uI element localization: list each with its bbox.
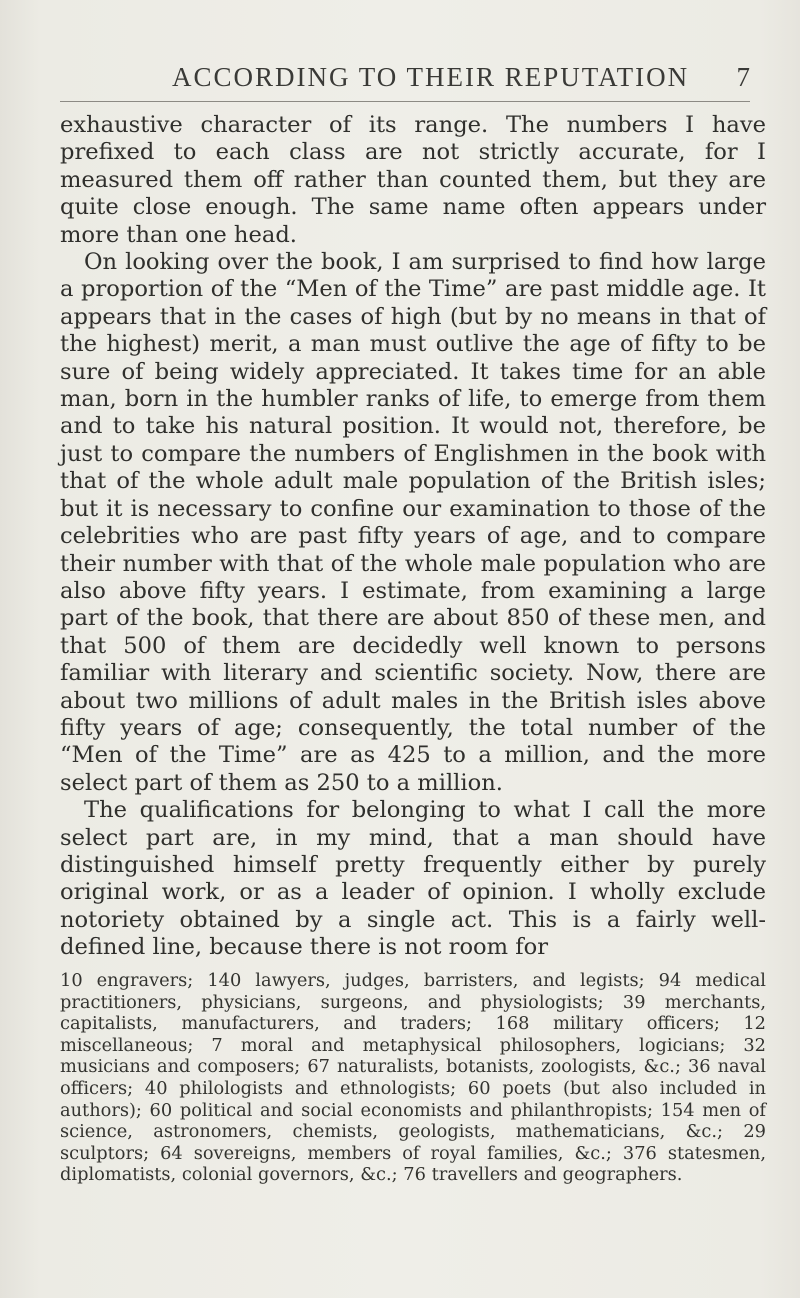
page-number: 7 [736,62,750,92]
footnote-text: 10 engravers; 140 lawyers, judges, barristers, and legists; 94 medical practitioners, physicians, surgeons, and physiologists; 39 merchants, capitalists, manufacturers, and traders; 168 military officers; 12 miscellaneous; 7 moral and metaphysical philosophers, logicians; 32 musicians and composers; 67 naturalists, botanists, zoologists, &c.; 36 naval officers; 40 philologists and ethnologists; 60 poets (but also included in authors); 60 political and social economists and philanthropists; 154 men of science, astronomers, chemists, geologists, mathematicians, &c.; 29 sculptors; 64 sovereigns, members of royal families, &c.; 376 statesmen, diplomatists, colonial governors, &c.; 76 travellers and geographers. [60,970,766,1186]
paragraph-continued: exhaustive character of its range. The numbers I have prefixed to each class are not strictly accurate, for I measured them off rather than counted them, but they are quite close enough. The same name often appears under more than one head. [60,112,766,248]
body-text [60,112,766,962]
paragraph-men-of-the-time: On looking over the book, I am surprised to find how large a proportion of the “Men of the Time” are past middle age. It appears that in the cases of high (but by no means in that of the highest) merit, a man must outlive the age of fifty to be sure of being widely appreciated. It takes time for an able man, born in the humbler ranks of life, to emerge from them and to take his natural position. It would not, therefore, be just to compare the numbers of Englishmen in the book with that of the whole adult male population of the British isles; but it is necessary to confine our examination to those of the celebrities who are past fifty years of age, and to compare their number with that of the whole male population who are also above fifty years. I estimate, from examining a large part of the book, that there are about 850 of these men, and that 500 of them are decidedly well known to persons familiar with literary and scientific society. Now, there are about two millions of adult males in the British isles above fifty years of age; consequently, the total number of the “Men of the Time” are as 425 to a million, and the more select part of them as 250 to a million. [60,249,766,796]
running-title: ACCORDING TO THEIR REPUTATION [172,62,690,92]
footnote [60,970,766,1186]
running-head [60,62,760,98]
header-rule [60,101,750,102]
paragraph-qualifications: The qualifications for belonging to what I call the more select part are, in my mind, that a man should have distinguished himself pretty frequently either by purely original work, or as a leader of opinion. I wholly exclude notoriety obtained by a single act. This is a fairly well-defined line, because there is not room for [60,797,766,961]
